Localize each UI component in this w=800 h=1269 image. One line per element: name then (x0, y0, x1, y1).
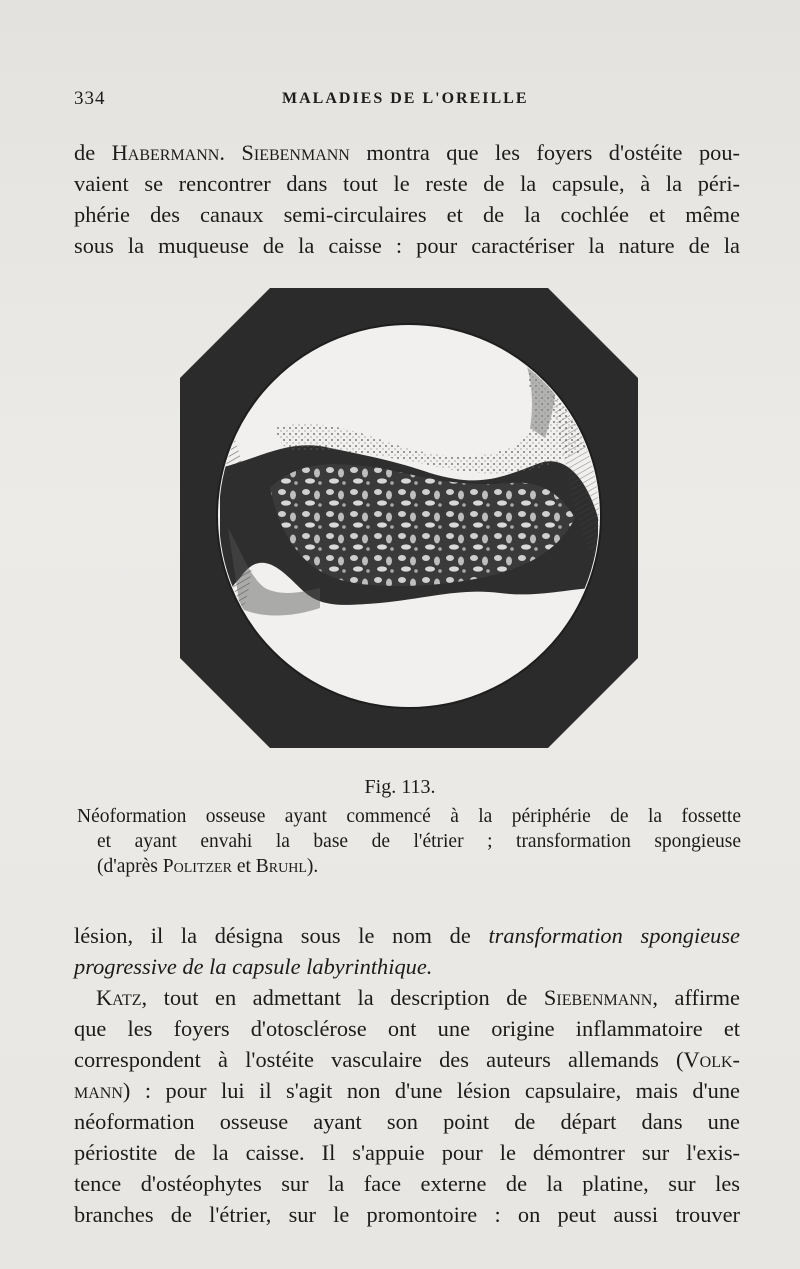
text-line: néoformation osseuse ayant son point de départ dans une (74, 1109, 740, 1134)
figure-caption (77, 804, 741, 879)
author-name: Politzer (162, 856, 232, 877)
figure-illustration (180, 288, 638, 748)
author-name: Volk- (683, 1047, 740, 1072)
author-name: Katz (96, 985, 142, 1010)
text-line: lésion, il la désigna sous le nom de transformation spongieuse (74, 923, 741, 948)
running-title: MALADIES DE L'OREILLE (282, 90, 529, 107)
figure-label: Fig. 113. (364, 776, 436, 798)
caption-line: (d'après Politzer et Bruhl). (97, 856, 319, 877)
text-line: de Habermann. Siebenmann montra que les foyers d'ostéite pou- (74, 140, 740, 165)
text-line: tence d'ostéophytes sur la face externe de la platine, sur les (74, 1171, 740, 1196)
italic-term: transformation spongieuse (488, 923, 741, 948)
italic-term: progressive de la capsule labyrinthique. (74, 954, 433, 979)
text-line: correspondent à l'ostéite vasculaire des auteurs allemands (Volk- (74, 1047, 740, 1072)
text-line: sous la muqueuse de la caisse : pour caractériser la nature de la (74, 233, 740, 258)
author-name: Siebenmann (543, 985, 653, 1010)
text-line (74, 951, 740, 982)
text-line: Katz, tout en admettant la description de Siebenmann, affirme (96, 985, 740, 1010)
paragraph-1 (74, 137, 740, 261)
text-line: vaient se rencontrer dans tout le reste de la capsule, à la péri- (74, 171, 740, 196)
text-line: branches de l'étrier, sur le promontoire : on peut aussi trouver (74, 1202, 740, 1227)
page-header (74, 88, 740, 118)
author-name: Bruhl (255, 856, 307, 877)
text-line: mann) : pour lui il s'agit non d'une lésion capsulaire, mais d'une (74, 1078, 740, 1103)
text-line: périostite de la caisse. Il s'appuie pour le démontrer sur l'exis- (74, 1140, 740, 1165)
text-line: que les foyers d'otosclérose ont une origine inflammatoire et (74, 1016, 740, 1041)
author-name: mann (74, 1078, 123, 1103)
caption-line: Néoformation osseuse ayant commencé à la périphérie de la fossette (77, 806, 741, 827)
paragraph-2 (74, 920, 740, 982)
text-line: phérie des canaux semi-circulaires et de la cochlée et même (74, 202, 740, 227)
paragraph-3 (74, 982, 740, 1230)
author-name: Siebenmann (241, 140, 350, 165)
page-number: 334 (74, 88, 106, 109)
author-name: Habermann (111, 140, 220, 165)
caption-line: et ayant envahi la base de l'étrier ; transformation spongieuse (97, 831, 741, 852)
